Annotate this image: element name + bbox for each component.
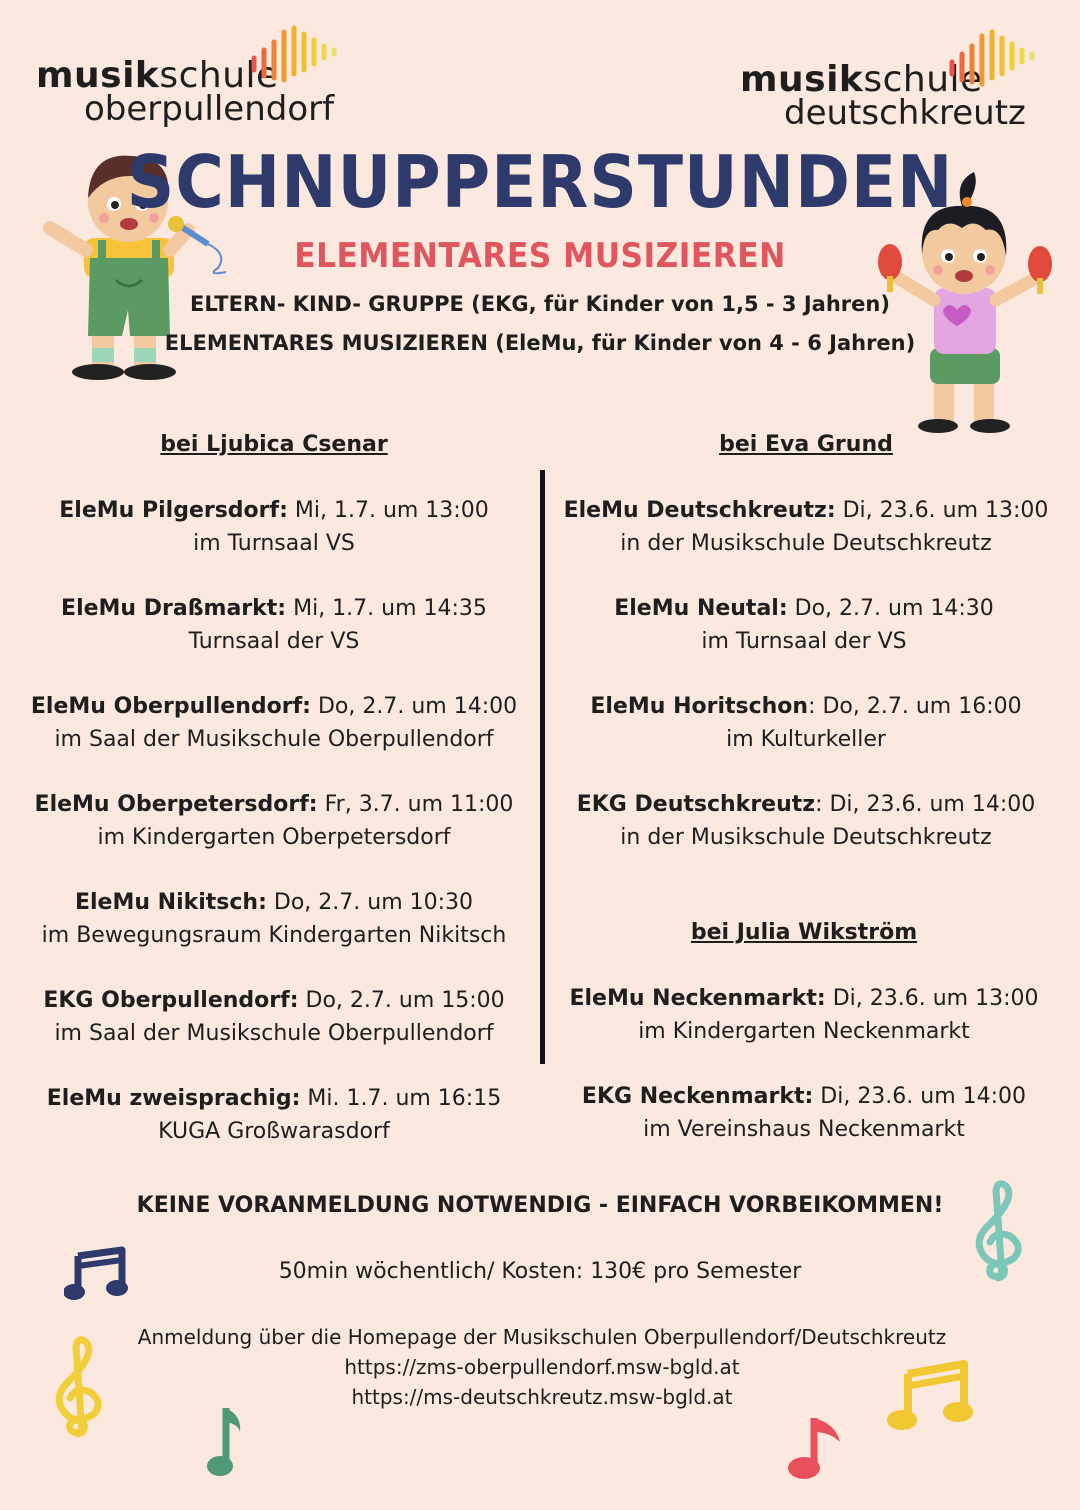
logo-place: oberpullendorf [84,89,335,129]
entry-place: im Turnsaal VS [193,531,355,556]
entry-name: EleMu Horitschon [590,694,809,719]
entry-name: EKG Deutschkreutz [576,792,816,817]
schedule-entry [4,494,544,560]
schedule-entry [536,494,1076,560]
entry-time: Di, 23.6. um 13:00 [835,498,1049,523]
entry-place: im Saal der Musikschule Oberpullendorf [54,1021,494,1046]
cost-info: 50min wöchentlich/ Kosten: 130€ pro Semester [278,1259,802,1284]
logo-place: deutschkreutz [784,93,1026,133]
left-column-heading: bei Ljubica Csenar [160,432,388,457]
entry-time: : Di, 23.6. um 14:00 [815,792,1036,817]
entry-name: EleMu Pilgersdorf: [59,498,288,523]
entry-name: EleMu zweisprachig: [46,1086,301,1111]
entry-time: Do, 2.7. um 15:00 [298,988,505,1013]
schedule-entry [534,592,1074,658]
entry-place: in der Musikschule Deutschkreutz [620,825,992,850]
schedule-entry [4,690,544,756]
entry-time: Di, 23.6. um 13:00 [825,986,1039,1011]
entry-name: EleMu Nikitsch: [74,890,267,915]
schedule-entry [4,592,544,658]
entry-time: Do, 2.7. um 14:00 [310,694,518,719]
entry-place: KUGA Großwarasdorf [158,1119,390,1144]
schedule-entry [534,1080,1074,1146]
entry-place: im Kulturkeller [726,727,886,752]
age-group-elemu: ELEMENTARES MUSIZIEREN (EleMu, für Kinder von 4 - 6 Jahren) [164,331,916,355]
eighth-note-icon [198,1402,248,1482]
schedule-entry [536,690,1076,756]
right-column-heading: bei Eva Grund [719,432,893,457]
treble-clef-icon [966,1180,1032,1284]
entry-name: EleMu Deutschkreutz: [563,498,836,523]
no-registration-notice: KEINE VORANMELDUNG NOTWENDIG - EINFACH VORBEIKOMMEN! [136,1193,944,1218]
registration-text: Anmeldung über die Homepage der Musikschulen Oberpullendorf/Deutschkreutz [137,1325,947,1349]
beamed-notes-icon [886,1360,976,1434]
page-subtitle: ELEMENTARES MUSIZIEREN [294,236,786,276]
age-group-ekg: ELTERN- KIND- GRUPPE (EKG, für Kinder von 1,5 - 3 Jahren) [190,292,890,316]
entry-name: EKG Neckenmarkt: [581,1084,814,1109]
page-title: SCHNUPPERSTUNDEN [126,140,954,224]
entry-place: in der Musikschule Deutschkreutz [620,531,992,556]
entry-time: Do, 2.7. um 10:30 [266,890,474,915]
schedule-entry [4,984,544,1050]
schedule-entry [534,982,1074,1048]
url-deutschkreutz[interactable]: https://ms-deutschkreutz.msw-bgld.at [351,1385,733,1409]
sound-wave-icon [248,24,348,84]
entry-place: im Bewegungsraum Kindergarten Nikitsch [41,923,507,948]
entry-time: Fr, 3.7. um 11:00 [317,792,514,817]
logo-musik: musik [740,59,864,100]
entry-time: Di, 23.6. um 14:00 [813,1084,1027,1109]
beamed-notes-icon [64,1246,130,1302]
logo-schule: schule [159,55,279,96]
entry-place: im Kindergarten Oberpetersdorf [97,825,451,850]
schedule-entry [536,788,1076,854]
sound-wave-icon [946,28,1046,88]
schedule-entry [4,1082,544,1148]
entry-name: EleMu Oberpullendorf: [30,694,311,719]
entry-place: Turnsaal der VS [188,629,360,654]
entry-time: Mi, 1.7. um 13:00 [287,498,489,523]
logo-schule: schule [863,59,983,100]
entry-time: Mi, 1.7. um 14:35 [286,596,487,621]
treble-clef-icon [46,1336,112,1440]
entry-name: EKG Oberpullendorf: [43,988,299,1013]
entry-place: im Vereinshaus Neckenmarkt [643,1117,965,1142]
right-column-heading-2: bei Julia Wikström [690,920,918,945]
schedule-entry [4,788,544,854]
entry-place: im Kindergarten Neckenmarkt [638,1019,970,1044]
url-oberpullendorf[interactable]: https://zms-oberpullendorf.msw-bgld.at [344,1355,740,1379]
schedule-entry [4,886,544,952]
entry-time: Mi. 1.7. um 16:15 [300,1086,502,1111]
entry-place: im Saal der Musikschule Oberpullendorf [54,727,494,752]
entry-name: EleMu Neckenmarkt: [569,986,826,1011]
logo-musik: musik [36,55,160,96]
eighth-note-icon [780,1412,850,1482]
entry-name: EleMu Oberpetersdorf: [34,792,318,817]
entry-name: EleMu Neutal: [614,596,788,621]
entry-name: EleMu Draßmarkt: [61,596,287,621]
entry-time: Do, 2.7. um 14:30 [787,596,994,621]
entry-place: im Turnsaal der VS [701,629,907,654]
entry-time: : Do, 2.7. um 16:00 [808,694,1022,719]
